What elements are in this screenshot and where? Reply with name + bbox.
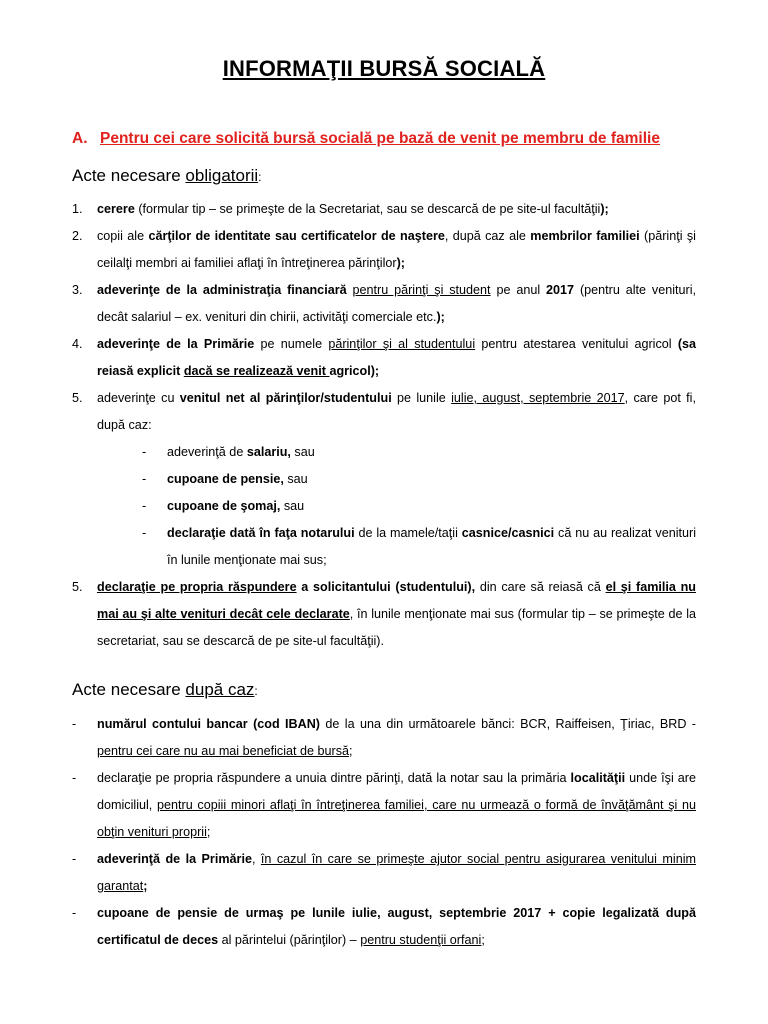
- optional-documents-list: [72, 711, 696, 954]
- list-item: [72, 711, 696, 765]
- text-bold: cerere: [97, 202, 135, 216]
- sub-list-item: [72, 439, 696, 466]
- list-item: [72, 223, 696, 277]
- text-bold: cupoane de pensie,: [167, 472, 284, 486]
- text-bold: adeverinţă de la Primărie: [97, 852, 252, 866]
- text: sau: [283, 472, 308, 486]
- text-bold: numărul contului bancar (cod IBAN): [97, 717, 321, 731]
- heading-required-documents: [72, 166, 262, 186]
- text-bold: );: [396, 256, 405, 270]
- sub-list-item: [72, 493, 696, 520]
- list-item: [72, 846, 696, 900]
- text-bold: (sa reiasă explicit: [97, 337, 697, 378]
- heading-underlined: obligatorii: [185, 166, 259, 185]
- text: pe anul: [490, 283, 547, 297]
- text: , care pot fi, după caz:: [97, 391, 696, 432]
- item-number: 1.: [72, 202, 83, 216]
- item-number: 5.: [72, 580, 83, 594]
- list-item: [72, 331, 696, 385]
- text-bold: agricol);: [329, 364, 380, 378]
- text: ;: [349, 744, 353, 758]
- text-underlined: părinţilor şi al studentului: [328, 337, 476, 351]
- text: copii ale: [97, 229, 149, 243]
- text: (pentru alte venituri, decât salariul – ex. venituri din chirii, activităţi comerciale etc.: [97, 283, 697, 324]
- heading-colon: :: [254, 684, 258, 698]
- section-a-text: Pentru cei care solicită bursă socială pe bază de venit pe membru de familie: [100, 130, 660, 147]
- required-documents-list: [72, 196, 696, 655]
- text-underlined: pentru copiii minori aflaţi în întreţinerea familiei, care nu urmează o formă de învăţământ şi nu obţin venituri proprii: [97, 798, 697, 839]
- item-number: 4.: [72, 337, 83, 351]
- text: că nu au realizat venituri în lunile menţionate mai sus;: [167, 526, 697, 567]
- text-bold-underlined: declaraţie pe propria răspundere: [97, 580, 297, 594]
- text: adeverinţe cu: [97, 391, 180, 405]
- text: declaraţie pe propria răspundere a unuia dintre părinţi, dată la notar sau la primăria: [97, 771, 571, 785]
- text: ;: [481, 933, 485, 947]
- text: pe lunile: [391, 391, 452, 405]
- text: pe numele: [254, 337, 329, 351]
- text: (formular tip – se primeşte de la Secretariat, sau se descarcă de pe site-ul facultăţii: [134, 202, 601, 216]
- list-item: [72, 385, 696, 439]
- text-underlined: în cazul în care se primeşte ajutor social pentru asigurarea venitului minim garantat: [97, 852, 697, 893]
- heading-colon: :: [258, 170, 262, 184]
- dash-bullet: -: [72, 852, 77, 866]
- list-item: [72, 196, 696, 223]
- heading-underlined: după caz: [185, 680, 255, 699]
- dash-bullet: -: [142, 472, 147, 486]
- sub-list-item: [72, 466, 696, 493]
- text-bold: localităţii: [570, 771, 626, 785]
- text-bold: 2017: [546, 283, 575, 297]
- text-bold: );: [436, 310, 445, 324]
- text: din care să reiasă că: [475, 580, 606, 594]
- text: ,: [251, 852, 261, 866]
- text: pentru atestarea venitului agricol: [475, 337, 678, 351]
- list-item: [72, 277, 696, 331]
- sub-list-item: [72, 520, 696, 574]
- text-bold: a solicitantului (studentului),: [296, 580, 476, 594]
- text-bold: adeverinţe de la administraţia financiară: [97, 283, 347, 297]
- dash-bullet: -: [142, 445, 147, 459]
- text-bold: salariu,: [246, 445, 291, 459]
- dash-bullet: -: [72, 906, 77, 920]
- dash-bullet: -: [72, 717, 77, 731]
- text-bold: venitul net al părinţilor/studentului: [179, 391, 392, 405]
- text-bold: casnice/casnici: [461, 526, 555, 540]
- list-item: [72, 574, 696, 655]
- text: , după caz ale: [444, 229, 531, 243]
- text: de la mamele/taţii: [354, 526, 462, 540]
- heading-optional-documents: [72, 680, 258, 700]
- item-number: 3.: [72, 283, 83, 297]
- text: sau: [280, 499, 305, 513]
- text-bold: adeverinţe de la Primărie: [97, 337, 255, 351]
- document-title: INFORMAŢII BURSĂ SOCIALĂ: [222, 56, 546, 81]
- dash-bullet: -: [72, 771, 77, 785]
- text-bold: cărţilor de identitate sau certificatelor de naştere: [148, 229, 445, 243]
- text: (părinţi şi ceilalţi membri ai familiei aflaţi în întreţinerea părinţilor: [97, 229, 696, 270]
- text-underlined: pentru cei care nu au mai beneficiat de bursă: [97, 744, 350, 758]
- item-number: 5.: [72, 391, 83, 405]
- section-letter: A.: [72, 130, 88, 147]
- section-a-heading: [72, 130, 698, 148]
- dash-bullet: -: [142, 526, 147, 540]
- text-underlined: pentru părinţi şi student: [352, 283, 491, 297]
- text: ;: [206, 825, 211, 839]
- text-bold: ;: [143, 879, 148, 893]
- text-underlined: pentru studenţii orfani: [360, 933, 482, 947]
- list-item: [72, 765, 696, 846]
- list-item: [72, 900, 696, 954]
- text: adeverinţă de: [167, 445, 247, 459]
- text-bold: membrilor familiei: [530, 229, 640, 243]
- text: unde îşi are domiciliul,: [97, 771, 696, 812]
- text: , în lunile menţionate mai sus (formular tip – se primeşte de la secretariat, sau se descarcă de pe site-ul facultăţii).: [97, 607, 696, 648]
- text-bold: declaraţie dată în faţa notarului: [167, 526, 355, 540]
- text: de la una din următoarele bănci: BCR, Raiffeisen, Ţiriac, BRD -: [320, 717, 696, 731]
- item-number: 2.: [72, 229, 83, 243]
- dash-bullet: -: [142, 499, 147, 513]
- text-bold: cupoane de pensie de urmaş pe lunile iulie, august, septembrie 2017 + copie legalizată după certificatul de deces: [97, 906, 696, 947]
- text-bold-underlined: el şi familia nu mai au şi alte venituri decât cele declarate: [97, 580, 696, 621]
- heading-prefix: Acte necesare: [72, 680, 186, 699]
- text-bold: cupoane de şomaj,: [167, 499, 281, 513]
- text: sau: [290, 445, 315, 459]
- text-underlined: iulie, august, septembrie 2017: [451, 391, 625, 405]
- text: al părintelui (părinţilor) –: [218, 933, 361, 947]
- text-bold: );: [600, 202, 609, 216]
- heading-prefix: Acte necesare: [72, 166, 186, 185]
- text-bold-underlined: dacă se realizează venit: [183, 364, 330, 378]
